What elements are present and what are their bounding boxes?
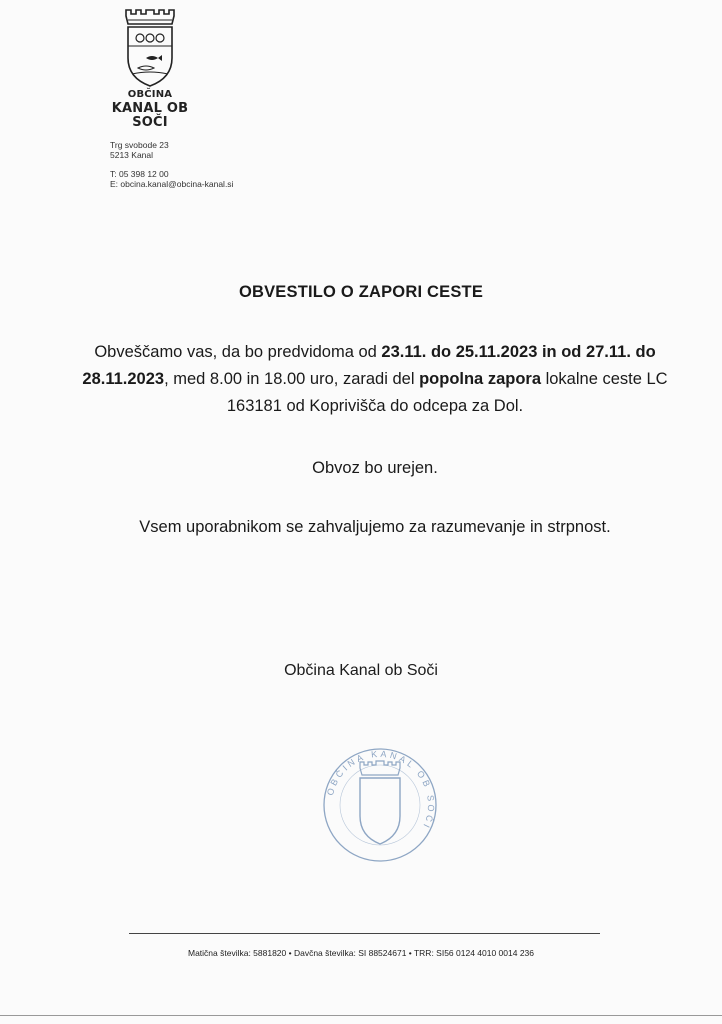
p1-part-c: , med 8.00 in 18.00 uro, zaradi del [164,370,420,388]
address-block [110,140,169,160]
address-postal: 5213 Kanal [110,150,154,160]
page-bottom-edge [0,1015,722,1016]
p1-dates: 23.11. do 25.11.2023 in od 27.11. do 28.11.2023 [82,343,656,388]
contact-phone: T: 05 398 12 00 [110,169,169,179]
address-street: Trg svobode 23 [110,140,169,150]
logo-line-1: OBČINA [127,89,173,100]
coat-of-arms-logo [120,8,180,90]
signature-text: Občina Kanal ob Soči [284,662,438,679]
footer-registration: Matična številka: 5881820 • Davčna številka: SI 88524671 • TRR: SI56 0124 4010 0014 236 [187,948,535,958]
contact-email: E: obcina.kanal@obcina-kanal.si [110,179,234,189]
stamp-text: OBČINA KANAL OB SOČI [324,748,437,832]
p1-part-a: Obveščamo vas, da bo predvidoma od [94,343,382,361]
official-stamp [320,748,440,863]
footer-divider [129,933,600,934]
notice-paragraph-1 [70,339,680,420]
notice-title: OBVESTILO O ZAPORI CESTE [238,283,484,301]
logo-line-2: KANAL OB SOČI [111,101,189,130]
municipality-name [100,88,200,130]
p1-closure: popolna zapora [419,370,541,388]
notice-paragraph-2: Obvoz bo urejen. [312,459,438,477]
p1-part-e: lokalne ceste LC 163181 od Koprivišča do odcepa za Dol. [226,370,668,415]
contact-block [110,169,233,189]
notice-paragraph-3: Vsem uporabnikom se zahvaljujemo za razumevanje in strpnost. [139,518,611,536]
